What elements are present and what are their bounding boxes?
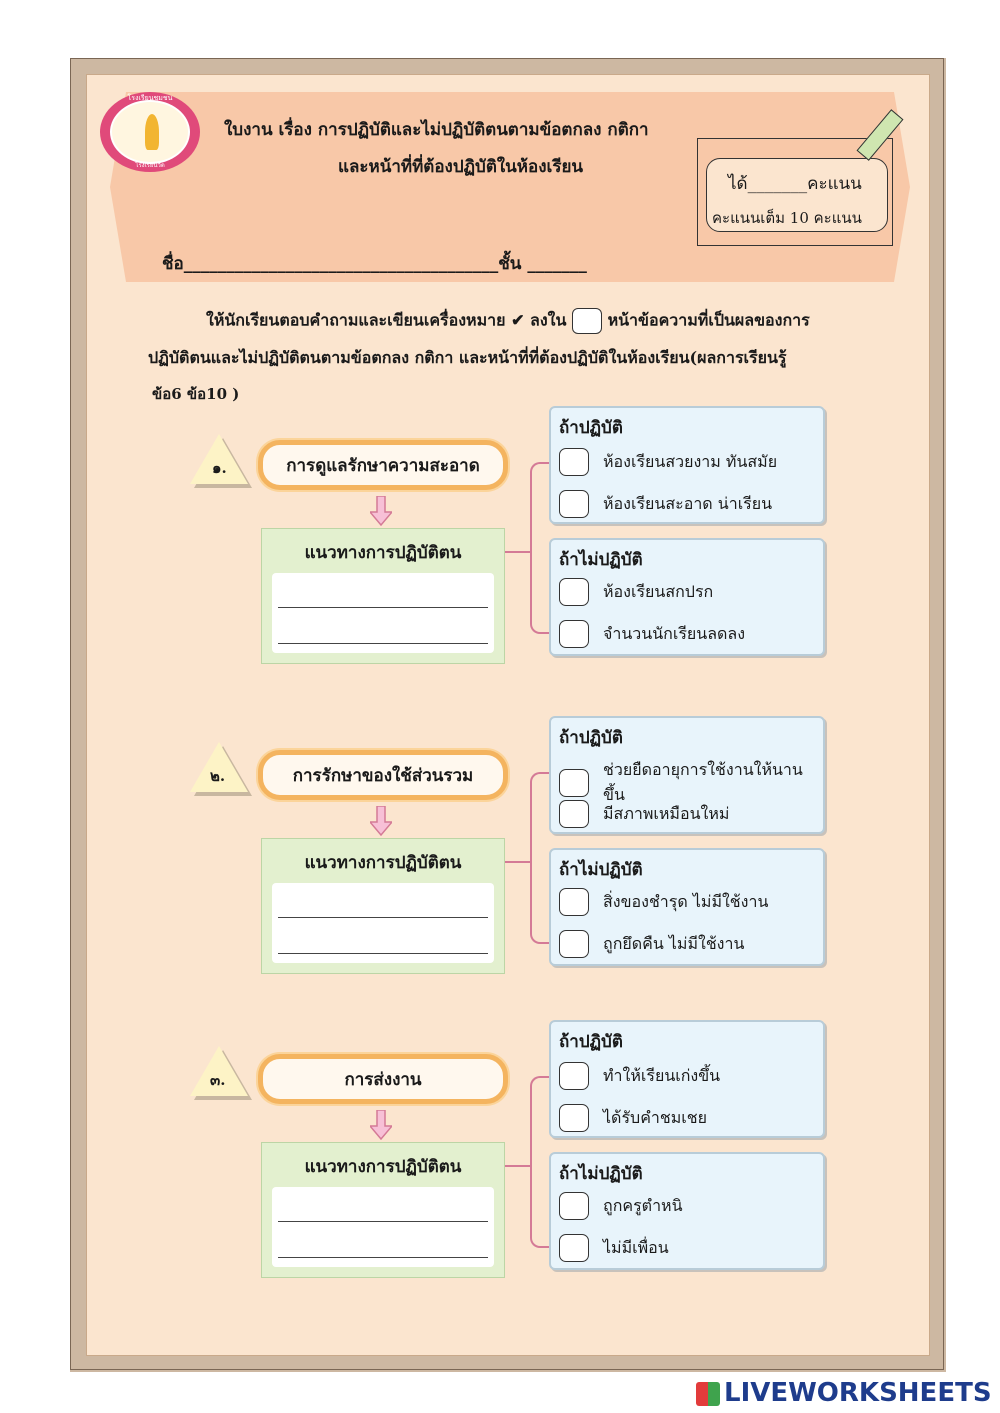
answer-checkbox[interactable] — [559, 490, 589, 518]
instructions-line3: ข้อ6 ข้อ10 ) — [152, 385, 240, 403]
answer-checkbox[interactable] — [559, 800, 589, 828]
item-topic: การดูแลรักษาความสะอาด — [258, 440, 508, 490]
result-dont-box: ถ้าไม่ปฏิบัติ ถูกครูตำหนิ ไม่มีเพื่อน — [549, 1152, 825, 1270]
guide-answer-area[interactable] — [272, 883, 494, 963]
liveworksheets-icon — [696, 1382, 720, 1406]
answer-checkbox[interactable] — [559, 1062, 589, 1090]
arrow-down-icon — [370, 806, 392, 836]
connector-bracket — [530, 1076, 550, 1248]
guide-answer-area[interactable] — [272, 1187, 494, 1267]
result-do-box: ถ้าปฏิบัติ ห้องเรียนสวยงาม ทันสมัย ห้องเรียนสะอาด น่าเรียน — [549, 406, 825, 524]
guide-box: แนวทางการปฏิบัติตน — [261, 838, 505, 974]
answer-checkbox[interactable] — [559, 448, 589, 476]
answer-checkbox[interactable] — [559, 888, 589, 916]
result-do-box: ถ้าปฏิบัติ ช่วยยืดอายุการใช้งานให้นานขึ้น มีสภาพเหมือนใหม่ — [549, 716, 825, 834]
item-topic: การส่งงาน — [258, 1054, 508, 1104]
student-name-field[interactable]: ชื่อ_____________________________________ชั้น _______ — [162, 254, 587, 274]
score-got: ได้_______คะแนน — [728, 174, 862, 194]
worksheet-subtitle: และหน้าที่ที่ต้องปฏิบัติในห้องเรียน — [338, 157, 584, 177]
guide-box: แนวทางการปฏิบัติตน — [261, 1142, 505, 1278]
item-topic: การรักษาของใช้ส่วนรวม — [258, 750, 508, 800]
answer-checkbox[interactable] — [559, 578, 589, 606]
option-row[interactable]: ถูกครูตำหนิ — [559, 1192, 683, 1220]
option-row[interactable]: ไม่มีเพื่อน — [559, 1234, 669, 1262]
arrow-down-icon — [370, 1110, 392, 1140]
checkbox-example-icon — [572, 308, 602, 334]
liveworksheets-logo: LIVEWORKSHEETS — [696, 1378, 992, 1408]
guide-answer-area[interactable] — [272, 573, 494, 653]
option-row[interactable]: ห้องเรียนสะอาด น่าเรียน — [559, 490, 772, 518]
connector-bracket — [530, 462, 550, 634]
score-full: คะแนนเต็ม 10 คะแนน — [712, 209, 862, 227]
worksheet-title: ใบงาน เรื่อง การปฏิบัติและไม่ปฏิบัติตนตามข้อตกลง กติกา — [224, 120, 649, 140]
item-number: ๓. — [210, 1071, 226, 1089]
result-dont-box: ถ้าไม่ปฏิบัติ ห้องเรียนสกปรก จำนวนนักเรียนลดลง — [549, 538, 825, 656]
item-number: ๑. — [212, 459, 227, 477]
arrow-down-icon — [370, 496, 392, 526]
result-do-box: ถ้าปฏิบัติ ทำให้เรียนเก่งขึ้น ได้รับคำชมเชย — [549, 1020, 825, 1138]
option-row[interactable]: ห้องเรียนสกปรก — [559, 578, 713, 606]
answer-checkbox[interactable] — [559, 1192, 589, 1220]
guide-box: แนวทางการปฏิบัติตน — [261, 528, 505, 664]
option-row[interactable]: ทำให้เรียนเก่งขึ้น — [559, 1062, 720, 1090]
answer-checkbox[interactable] — [559, 769, 589, 797]
item-number: ๒. — [210, 767, 226, 785]
result-dont-box: ถ้าไม่ปฏิบัติ สิ่งของชำรุด ไม่มีใช้งาน ถูกยึดคืน ไม่มีใช้งาน — [549, 848, 825, 966]
answer-checkbox[interactable] — [559, 1234, 589, 1262]
answer-checkbox[interactable] — [559, 620, 589, 648]
answer-checkbox[interactable] — [559, 1104, 589, 1132]
connector-bracket — [530, 772, 550, 944]
candle-icon — [145, 114, 159, 150]
option-row[interactable]: ช่วยยืดอายุการใช้งานให้นานขึ้น — [559, 758, 823, 808]
instructions-line2: ปฏิบัติตนและไม่ปฏิบัติตนตามข้อตกลง กติกา และหน้าที่ที่ต้องปฏิบัติในห้องเรียน(ผลการเรียนรู้ — [148, 348, 787, 367]
option-row[interactable]: มีสภาพเหมือนใหม่ — [559, 800, 729, 828]
option-row[interactable]: ห้องเรียนสวยงาม ทันสมัย — [559, 448, 777, 476]
option-row[interactable]: ได้รับคำชมเชย — [559, 1104, 707, 1132]
option-row[interactable]: จำนวนนักเรียนลดลง — [559, 620, 745, 648]
instructions-line1: ให้นักเรียนตอบคำถามและเขียนเครื่องหมาย ✔ ลงใน หน้าข้อความที่เป็นผลของการ — [206, 308, 810, 334]
school-logo: โรงเรียนชุมชน โรงเรียนวัด — [100, 92, 200, 172]
answer-checkbox[interactable] — [559, 930, 589, 958]
option-row[interactable]: ถูกยึดคืน ไม่มีใช้งาน — [559, 930, 744, 958]
option-row[interactable]: สิ่งของชำรุด ไม่มีใช้งาน — [559, 888, 768, 916]
